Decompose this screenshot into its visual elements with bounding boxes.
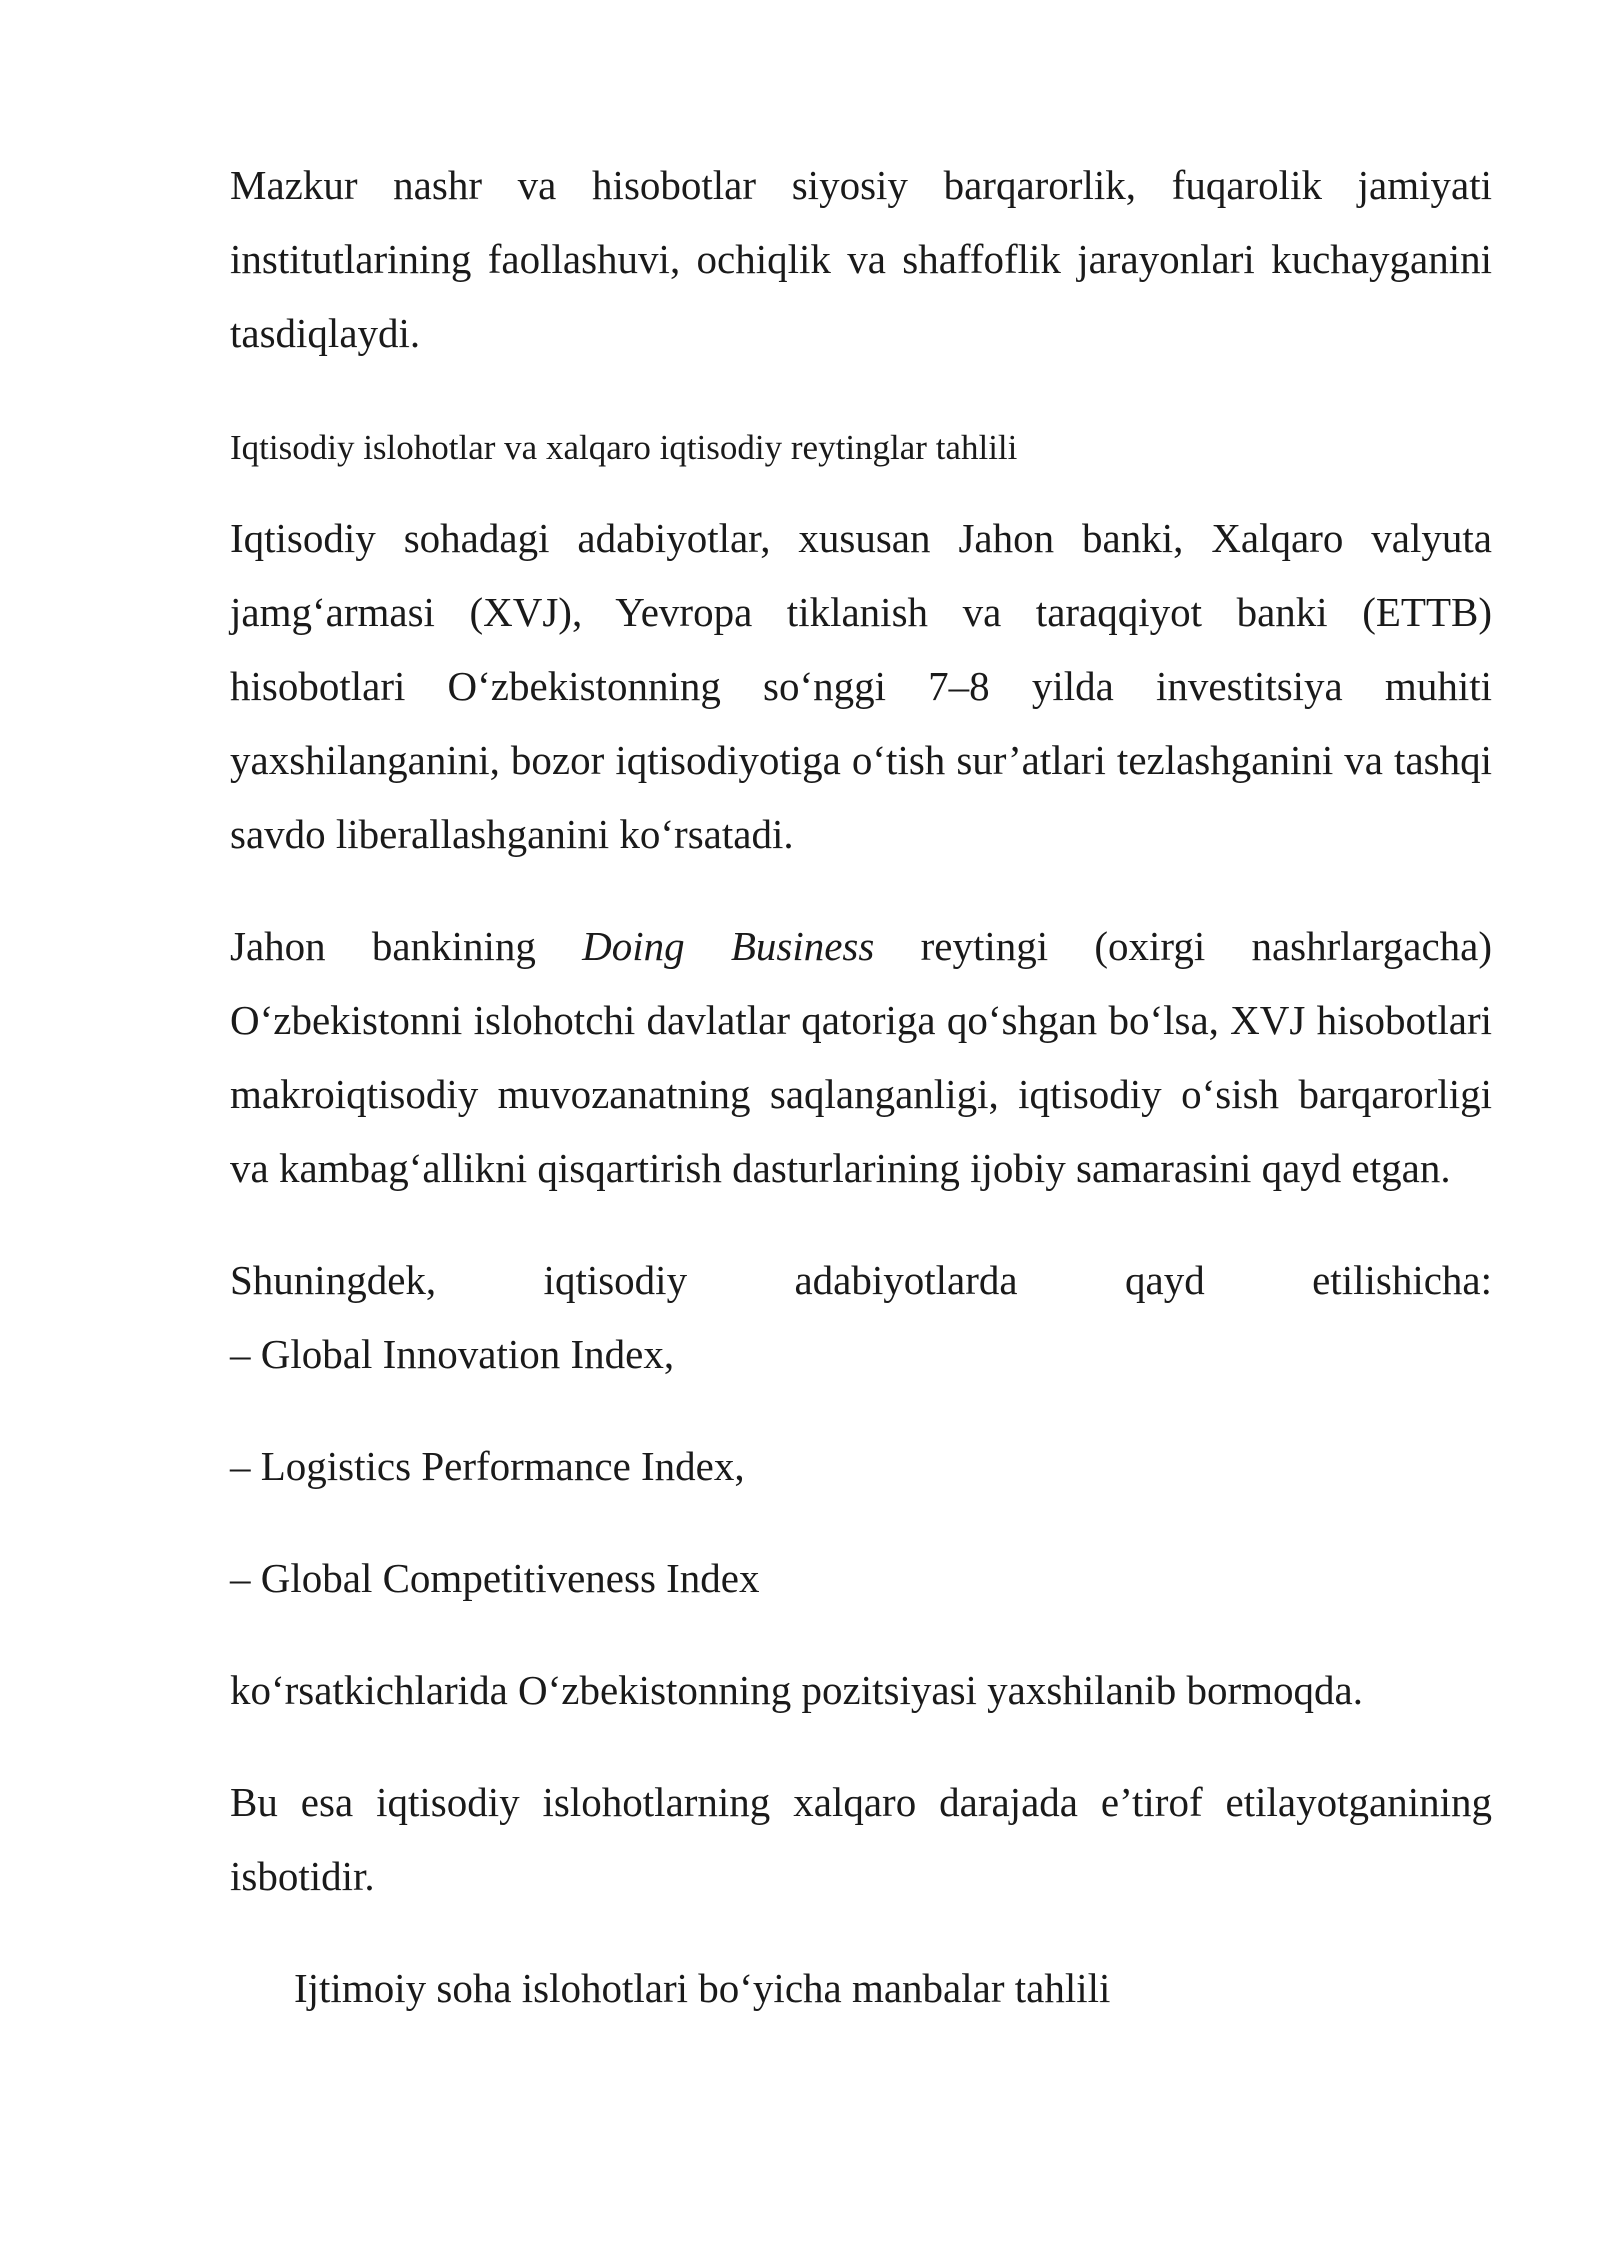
- spacer: [230, 1913, 1492, 1951]
- paragraph-3-start: Jahon bankining: [230, 923, 583, 969]
- spacer: [230, 1391, 1492, 1429]
- spacer: [230, 1205, 1492, 1243]
- paragraph-6: Bu esa iqtisodiy islohotlarning xalqaro darajada e’tirof etilayotganining isbotidir.: [230, 1779, 1492, 1899]
- spacer: [230, 1503, 1492, 1541]
- spacer: [230, 1615, 1492, 1653]
- paragraph-2: Iqtisodiy sohadagi adabiyotlar, xususan Jahon banki, Xalqaro valyuta jamg‘armasi (XVJ), Yevropa tiklanish va taraqqiyot banki (ETTB) hisobotlari O‘zbekistonning so‘nggi 7–8 yilda investitsiya muhiti yaxshilanganini, bozor iqtisodiyotiga o‘tish sur’atlari tezlashganini va tashqi savdo liberallashganini ko‘rsatadi.: [230, 515, 1492, 857]
- paragraph-3-rest: reytingi (oxirgi nashrlargacha) O‘zbekistonni islohotchi davlatlar qatoriga qo‘shgan bo‘lsa, XVJ hisobotlari makroiqtisodiy muvozanatning saqlanganligi, iqtisodiy o‘sish barqarorligi va kambag‘allikni qisqartirish dasturlarining ijobiy samarasini qayd etgan.: [230, 923, 1492, 1191]
- list-item-global-competitiveness: – Global Competitiveness Index: [230, 1555, 760, 1601]
- list-item-global-innovation: – Global Innovation Index,: [230, 1331, 675, 1377]
- paragraph-3: [230, 909, 1492, 1205]
- spacer: [230, 871, 1492, 909]
- spacer: [230, 1727, 1492, 1765]
- paragraph-4-intro: Shuningdek, iqtisodiy adabiyotlarda qayd etilishicha:: [230, 1257, 1492, 1303]
- spacer: [230, 468, 1492, 501]
- paragraph-1: Mazkur nashr va hisobotlar siyosiy barqarorlik, fuqarolik jamiyati institutlarining faollashuvi, ochiqlik va shaffoflik jarayonlari kuchayganini tasdiqlaydi.: [230, 162, 1492, 356]
- section-heading-social: Ijtimoiy soha islohotlari bo‘yicha manbalar tahlili: [294, 1965, 1111, 2011]
- list-item-logistics-performance: – Logistics Performance Index,: [230, 1443, 745, 1489]
- spacer: [230, 370, 1492, 428]
- document-page: [230, 148, 1492, 2025]
- doing-business-title: Doing Business: [582, 923, 875, 969]
- paragraph-5: ko‘rsatkichlarida O‘zbekistonning pozitsiyasi yaxshilanib bormoqda.: [230, 1667, 1363, 1713]
- section-heading-economic: Iqtisodiy islohotlar va xalqaro iqtisodiy reytinglar tahlili: [230, 428, 1018, 467]
